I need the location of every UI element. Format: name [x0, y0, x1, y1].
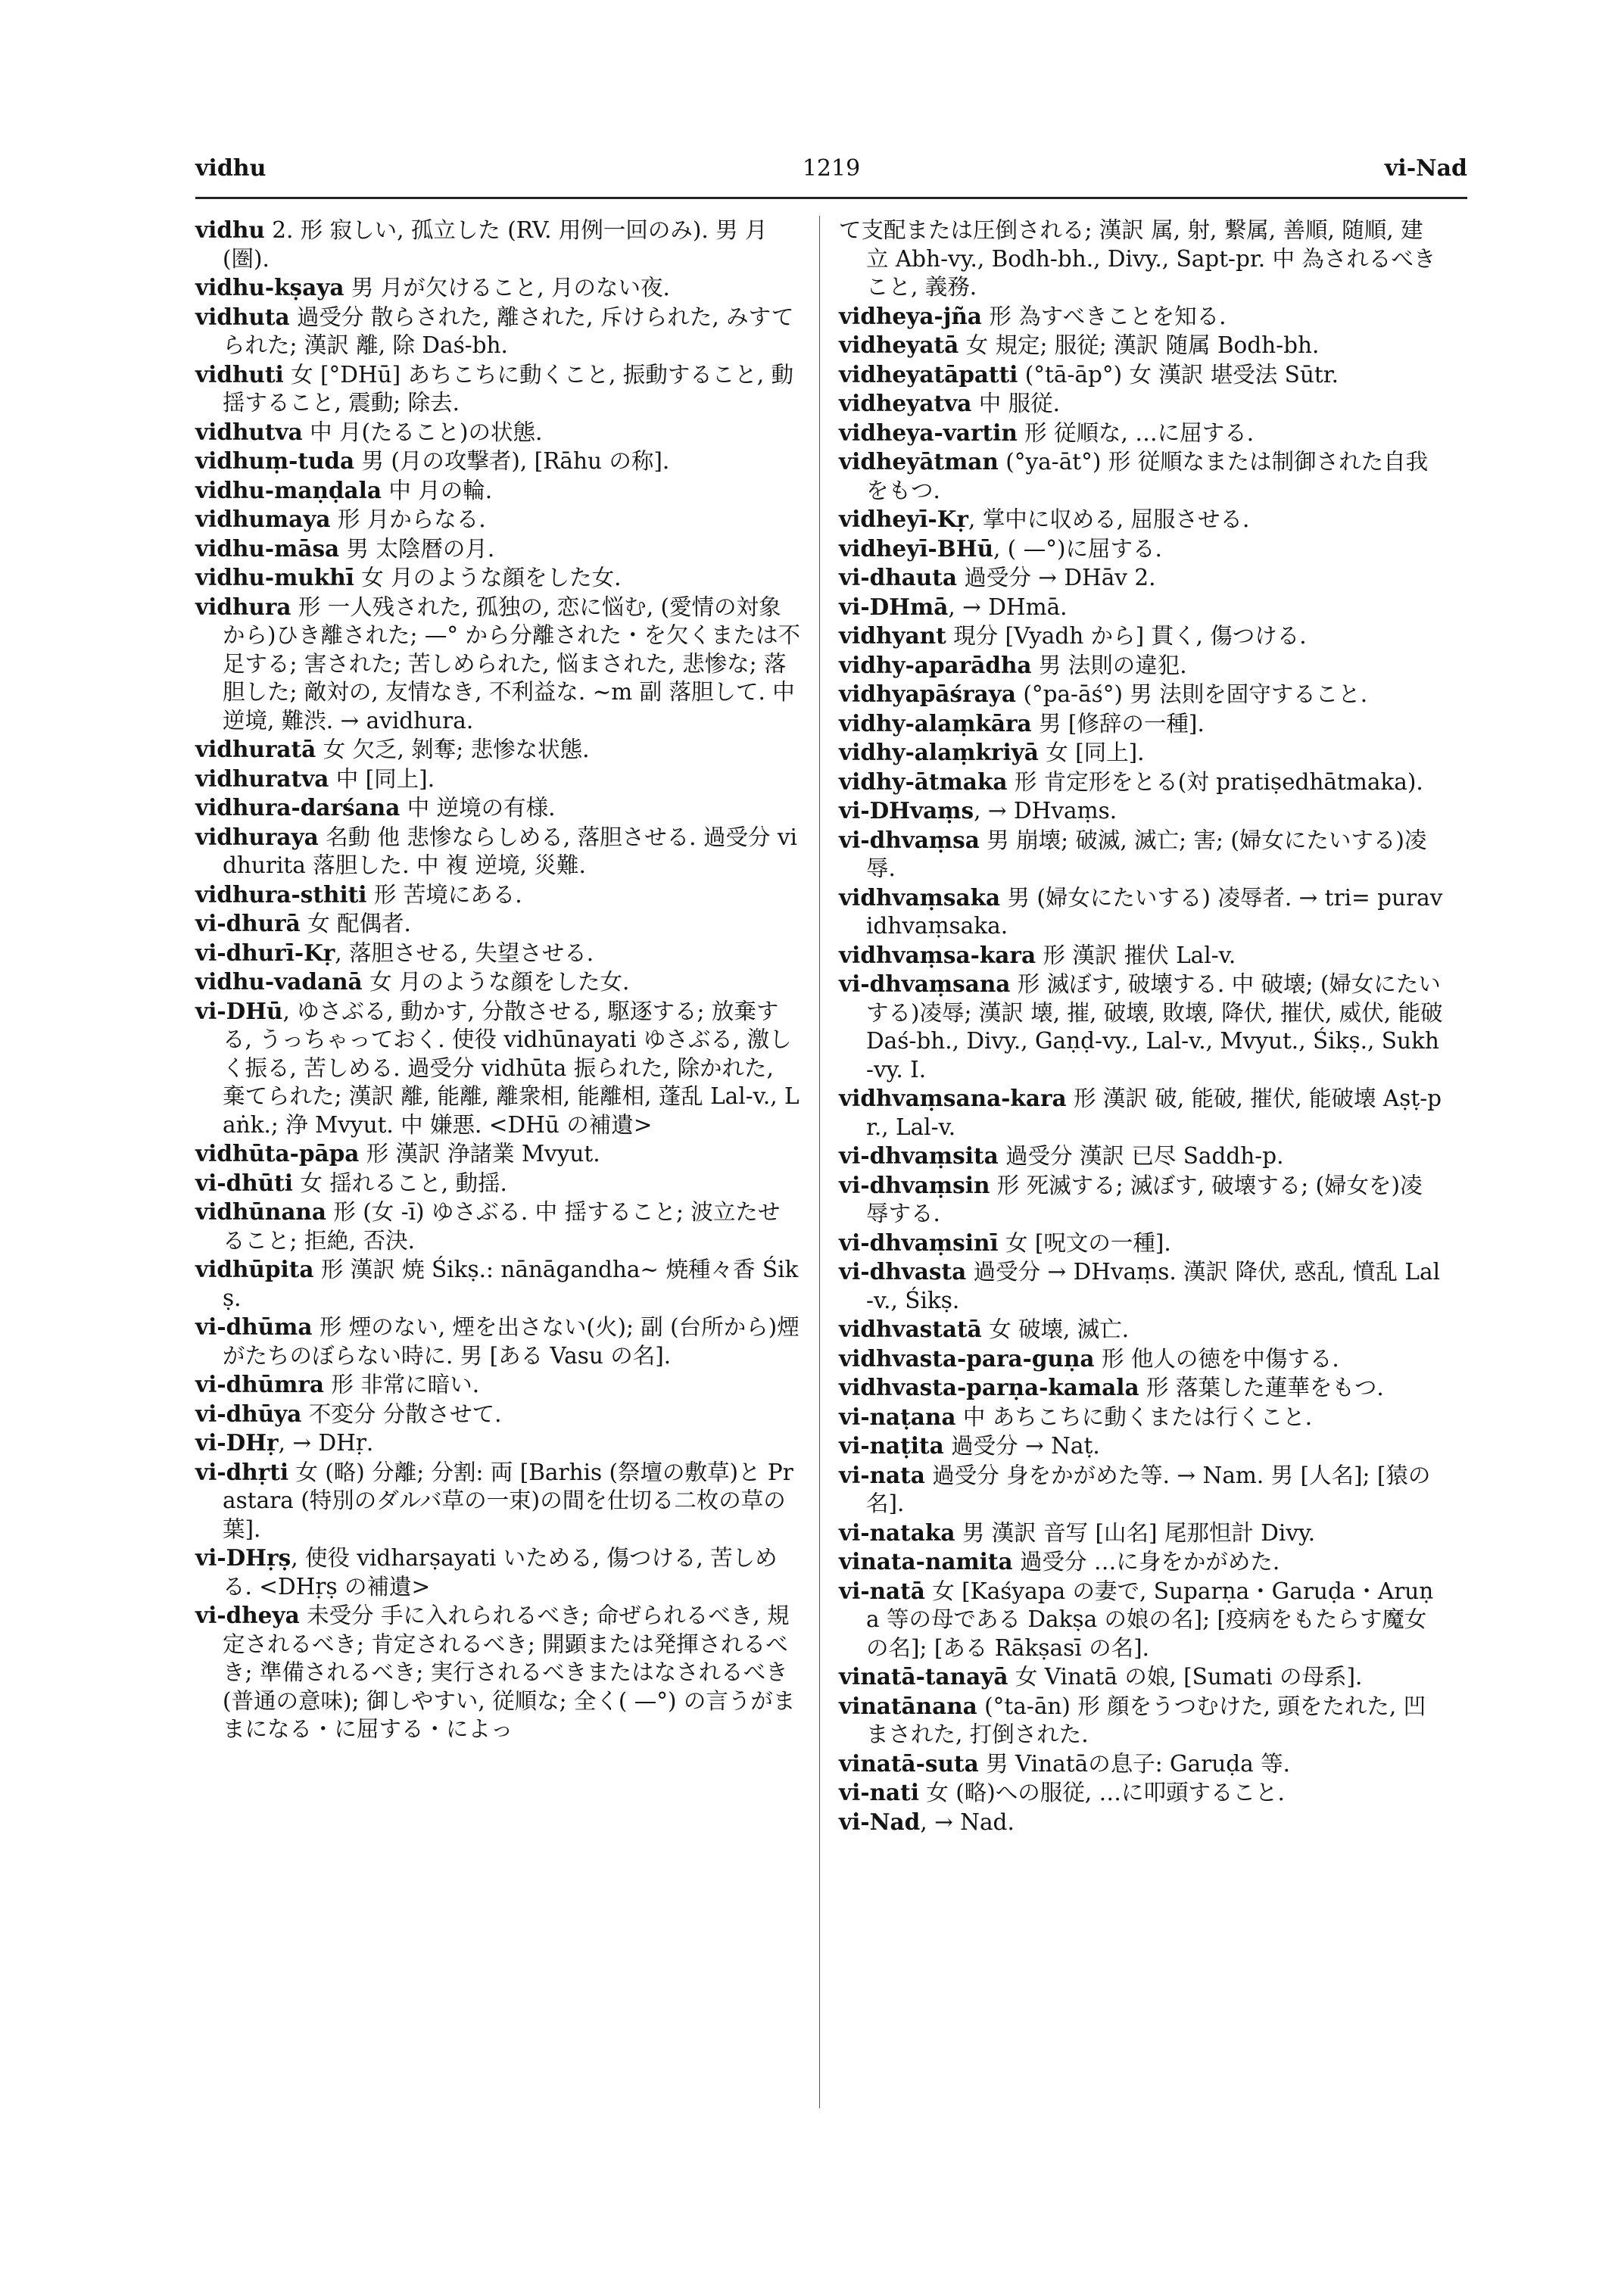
dictionary-entry — [195, 216, 801, 273]
entry-definition: 中 月(たること)の状態. — [302, 419, 543, 445]
dictionary-entry — [195, 735, 801, 765]
entry-definition: 形 漢訳 浄諸業 Mvyut. — [359, 1141, 600, 1167]
dictionary-entry — [195, 823, 801, 880]
entry-headword: vidhuraya — [195, 823, 319, 850]
dictionary-entry — [195, 909, 801, 939]
dictionary-entry — [839, 738, 1445, 768]
entry-headword: vidhuta — [195, 303, 290, 330]
entry-definition: 女 [Kaśyapa の妻で, Suparṇa・Garuḍa・Aruṇa 等の母である Dakṣa の娘の名]; [疫病をもたらす魔女の名]; [ある Rākṣasī の名]. — [866, 1578, 1434, 1661]
entry-definition: (°ya-āt°) 形 従順なまたは制御された自我をもつ. — [866, 449, 1429, 503]
entry-definition: 過受分 身をかがめた等. → Nam. 男 [人名]; [猿の名]. — [866, 1462, 1431, 1516]
entry-definition: 中 月の輪. — [381, 477, 493, 503]
entry-headword: vidhuratva — [195, 765, 329, 792]
entry-headword: vidheya-vartin — [839, 419, 1018, 446]
dictionary-entry — [839, 651, 1445, 681]
entry-headword: vidhvaṃsaka — [839, 883, 1001, 911]
entry-definition: 男 Vinatāの息子: Garuḍa 等. — [978, 1750, 1291, 1777]
entry-headword: vidheyī-BHū — [839, 534, 994, 562]
entry-headword: vidhura — [195, 593, 291, 620]
dictionary-entry — [195, 360, 801, 418]
entry-definition: 名動 他 悲惨ならしめる, 落胆させる. 過受分 vidhurita 落胆した. 中 複 逆境, 災難. — [223, 824, 797, 878]
entry-headword: vinatā-tanayā — [839, 1663, 1008, 1690]
dictionary-entry — [195, 303, 801, 360]
entry-definition: 過受分 → DHāv 2. — [956, 565, 1156, 590]
dictionary-entry — [839, 970, 1450, 1084]
entry-definition: 男 (月の攻撃者), [Rāhu の称]. — [354, 448, 670, 474]
dictionary-entry — [839, 1257, 1445, 1315]
entry-headword: vidhu-kṣaya — [195, 274, 344, 301]
entry-headword: vi-DHū — [195, 997, 283, 1024]
dictionary-entry — [195, 1255, 801, 1313]
entry-headword: vi-naṭita — [839, 1432, 944, 1459]
entry-definition: 現分 [Vyadh から] 貫く, 傷つける. — [946, 623, 1307, 649]
dictionary-entry — [195, 1544, 801, 1601]
dictionary-entry — [195, 273, 801, 303]
dictionary-entry — [839, 1142, 1445, 1171]
entry-headword: vidheyatva — [839, 390, 972, 416]
dictionary-entry — [839, 826, 1445, 883]
dictionary-entry — [839, 768, 1445, 797]
dictionary-entry — [839, 1171, 1445, 1229]
entry-definition: 未受分 手に入れられるべき; 命ぜられるべき, 規定されるべき; 肯定されるべき; 開顕または発揮されるべき; 準備されるべき; 実行されるべきまたはなされるべき (普通の意味); 御しやすい, 従順な; 全く( —°) の言うがままになる・に屈する・によっ — [223, 1603, 796, 1742]
dictionary-entry — [839, 1373, 1445, 1403]
entry-definition: 女 [同上]. — [1038, 740, 1145, 765]
entry-headword: vi-dhṛti — [195, 1458, 289, 1485]
entry-definition: 女 Vinatā の娘, [Sumati の母系]. — [1008, 1664, 1363, 1690]
dictionary-entry — [839, 709, 1445, 739]
entry-definition: 形 非常に暗い. — [324, 1372, 480, 1397]
dictionary-entry — [839, 680, 1445, 709]
dictionary-entry — [839, 1662, 1445, 1692]
entry-definition: 中 あちこちに動くまたは行くこと. — [955, 1404, 1313, 1430]
entry-headword: vidhvasta-para-guṇa — [839, 1344, 1095, 1372]
dictionary-entry — [839, 796, 1445, 826]
dictionary-entry — [195, 1370, 801, 1400]
entry-definition: 女 配偶者. — [300, 911, 411, 936]
entry-definition: 形 漢訳 破, 能破, 摧伏, 能破壊 Aṣṭ-pr., Lal-v. — [866, 1086, 1442, 1140]
entry-headword: vi-dhvaṃsinī — [839, 1229, 999, 1256]
dictionary-entry — [195, 1458, 801, 1544]
entry-definition: 形 月からなる. — [330, 506, 486, 532]
dictionary-entry — [195, 939, 801, 968]
dictionary-entry — [195, 418, 801, 447]
entry-definition: , 使役 vidharṣayati いためる, 傷つける, 苦しめる. <DHṛṣ の補遺> — [223, 1545, 778, 1600]
entry-headword: vidheya-jña — [839, 302, 982, 329]
entry-headword: vidhu — [195, 217, 265, 243]
entry-headword: vidhy-aparādha — [839, 651, 1032, 678]
entry-definition: , → DHmā. — [948, 594, 1068, 620]
entry-definition: 中 服従. — [971, 391, 1060, 416]
entry-headword: vi-dhvaṃsin — [839, 1171, 990, 1198]
entry-headword: vi-natā — [839, 1577, 925, 1604]
entry-definition: 女 (略) 分離; 分割: 両 [Barhis (祭壇の敷草)と Prastara (特別のダルバ草の一束)の間を仕切る二枚の草の葉]. — [223, 1459, 793, 1542]
entry-definition: 形 煙のない, 煙を出さない(火); 副 (台所から)煙がたちのぼらない時に. 男 [ある Vasu の名]. — [223, 1314, 800, 1369]
dictionary-entry — [839, 1547, 1445, 1577]
entry-headword: vinatā-suta — [839, 1749, 979, 1777]
entry-headword: vi-dhūmra — [195, 1371, 324, 1397]
left-column — [195, 216, 801, 1744]
entry-headword: vi-dhvasta — [839, 1258, 967, 1285]
entry-definition: 男 (婦女にたいする) 凌辱者. → tri= puravidhvaṃsaka. — [866, 884, 1443, 939]
dictionary-entry — [839, 419, 1445, 448]
entry-headword: vidhu-māsa — [195, 534, 340, 562]
entry-definition: 女 (略)への服従, …に叩頭すること. — [919, 1780, 1285, 1805]
dictionary-entry — [839, 1692, 1445, 1749]
dictionary-entry — [839, 1084, 1445, 1142]
dictionary-entry — [195, 1313, 801, 1370]
entry-headword: vi-nataka — [839, 1519, 955, 1546]
dictionary-entry — [195, 1428, 801, 1458]
dictionary-entry — [839, 593, 1445, 622]
entry-headword: vi-DHmā — [839, 593, 949, 620]
right-guide-word: vi-Nad — [1384, 155, 1467, 182]
entry-definition: , → DHvaṃs. — [974, 798, 1117, 824]
entry-definition: 形 為すべきことを知る. — [981, 303, 1227, 329]
entry-definition: 女 欠乏, 剝奪; 悲惨な状態. — [316, 737, 590, 762]
entry-headword: vi-dhūma — [195, 1313, 313, 1340]
entry-definition: 中 逆境の有様. — [400, 795, 556, 821]
entry-definition: 女 規定; 服従; 漢訳 随属 Bodh-bh. — [959, 332, 1320, 358]
entry-headword: vi-naṭana — [839, 1403, 956, 1430]
entry-headword: vidhuṃ-tuda — [195, 447, 355, 474]
dictionary-entry — [839, 1432, 1445, 1461]
entry-definition: 中 [同上]. — [329, 765, 435, 792]
page-header — [195, 155, 1467, 193]
entry-definition: 形 落葉した蓮華をもつ. — [1139, 1375, 1384, 1400]
left-guide-word: vidhu — [195, 155, 267, 182]
entry-definition: 過受分 漢訳 已尽 Saddh-p. — [998, 1143, 1284, 1169]
entry-definition: , ( —°)に屈する. — [993, 535, 1162, 562]
entry-headword: vinata-namita — [839, 1548, 1013, 1575]
entry-headword: vi-nata — [839, 1461, 925, 1488]
entry-headword: vi-dhūya — [195, 1400, 302, 1427]
entry-headword: vi-dhvaṃsana — [839, 970, 1011, 997]
entry-headword: vidhvaṃsana-kara — [839, 1085, 1067, 1111]
dictionary-entry — [839, 331, 1445, 360]
entry-definition: 形 死滅する; 滅ぼす, 破壊する; (婦女を)凌辱する. — [866, 1172, 1423, 1226]
entry-headword: vidhu-vadanā — [195, 968, 363, 995]
entry-definition: (°ta-ān) 形 顔をうつむけた, 頭をたれた, 凹まされた, 打倒された. — [866, 1693, 1426, 1747]
dictionary-entry — [839, 1577, 1445, 1663]
entry-headword: vi-dhūti — [195, 1169, 293, 1196]
entry-definition: 形 従順な, …に屈する. — [1017, 419, 1255, 446]
entry-definition: 形 滅ぼす, 破壊する. 中 破壊; (婦女にたいする)凌辱; 漢訳 壊, 摧, 破壊, 敗壊, 降伏, 摧伏, 威伏, 能破 Daś-bh., Divy., Gaṇḍ-vy., Lal-v., Mvyut., Śikṣ., Sukh-vy. I. — [866, 971, 1450, 1083]
entry-headword: vi-DHṛṣ — [195, 1544, 291, 1571]
entry-headword: vidheyatā — [839, 332, 959, 358]
entry-headword: vi-dheya — [195, 1602, 300, 1628]
dictionary-entry — [195, 447, 801, 476]
entry-definition: 形 他人の徳を中傷する. — [1094, 1345, 1339, 1372]
entry-definition: 過受分 → Naṭ. — [943, 1433, 1100, 1459]
dictionary-entry — [839, 389, 1445, 419]
right-column — [839, 216, 1450, 1837]
page-number: 1219 — [802, 155, 861, 182]
entry-headword: vidhvasta-parṇa-kamala — [839, 1374, 1139, 1400]
entry-definition: 女 揺れること, 動揺. — [292, 1170, 507, 1196]
entry-headword: vidhvastatā — [839, 1316, 982, 1342]
entry-definition: 過受分 …に身をかがめた. — [1012, 1549, 1280, 1575]
entry-headword: vidhu-mukhī — [195, 564, 354, 590]
dictionary-entry — [195, 505, 801, 534]
entry-definition: (°pa-āś°) 男 法則を固守すること. — [1015, 681, 1368, 707]
dictionary-entry — [839, 1778, 1445, 1808]
entry-headword: vi-DHvaṃs — [839, 797, 974, 824]
entry-headword: vidhuratā — [195, 736, 316, 762]
entry-definition: 女 月のような顔をした女. — [354, 565, 622, 590]
dictionary-entry — [839, 1344, 1445, 1374]
entry-definition: 男 [修辞の一種]. — [1031, 710, 1205, 737]
entry-definition: 形 (女 -ī) ゆさぶる. 中 揺すること; 波立たせること; 拒絶, 否決. — [223, 1199, 781, 1254]
entry-headword: vidhuti — [195, 360, 284, 388]
dictionary-entry — [839, 1403, 1445, 1432]
entry-headword: vidhūnana — [195, 1198, 326, 1225]
entry-definition: 男 漢訳 音写 [山名] 尾那怛計 Divy. — [955, 1519, 1316, 1546]
entry-headword: vi-dhurā — [195, 910, 301, 936]
entry-definition: 形 漢訳 焼 Śikṣ.: nānāgandha~ 焼種々香 Śikṣ. — [223, 1257, 799, 1311]
entry-headword: vi-dhauta — [839, 564, 957, 590]
entry-headword: vi-dhurī-Kṛ — [195, 939, 335, 966]
dictionary-entry — [839, 505, 1445, 534]
dictionary-entry — [839, 1315, 1445, 1344]
entry-headword: vidheyatāpatti — [839, 360, 1018, 388]
entry-definition: 形 肯定形をとる(対 pratiṣedhātmaka). — [1007, 768, 1423, 795]
entry-definition: 男 崩壊; 破滅, 滅亡; 害; (婦女にたいする)凌辱. — [866, 827, 1427, 881]
entry-definition: 女 月のような顔をした女. — [362, 969, 630, 995]
dictionary-entry — [195, 1400, 801, 1429]
entry-definition: , → Nad. — [920, 1809, 1015, 1835]
dictionary-entry — [195, 997, 801, 1140]
entry-definition: , 落胆させる, 失望させる. — [335, 939, 594, 966]
dictionary-entry — [195, 793, 801, 823]
entry-headword: vidhura-darśana — [195, 794, 401, 821]
entry-headword: vidhumaya — [195, 506, 331, 532]
dictionary-entry — [839, 1808, 1445, 1837]
entry-definition: 過受分 → DHvaṃs. 漢訳 降伏, 惑乱, 憤乱 Lal-v., Śikṣ. — [866, 1259, 1441, 1313]
entry-definition: (°tā-āp°) 女 漢訳 堪受法 Sūtr. — [1018, 361, 1339, 388]
entry-definition: 女 [呪文の一種]. — [998, 1229, 1171, 1256]
dictionary-entry — [195, 1198, 801, 1255]
entry-definition: 過受分 散らされた, 離された, 斥けられた, みすてられた; 漢訳 離, 除 Daś-bh. — [223, 304, 794, 358]
entry-headword: vidheyātman — [839, 448, 999, 475]
entry-definition: 不変分 分散させて. — [301, 1400, 502, 1427]
entry-headword: vinatānana — [839, 1692, 977, 1719]
entry-definition: 形 一人残された, 孤独の, 恋に悩む, (愛情の対象から)ひき離された; —° から分離された・を欠くまたは不足する; 害された; 苦しめられた, 悩まされた, 悲惨な; 落胆した; 敵対の, 友情なき, 不利益な. ~m 副 落胆して. 中 逆境, 難渋. → avidhura. — [223, 594, 803, 734]
entry-definition: 男 月が欠けること, 月のない夜. — [344, 275, 670, 301]
dictionary-entry — [839, 360, 1445, 390]
dictionary-entry — [839, 302, 1445, 332]
entry-headword: vidhutva — [195, 418, 303, 445]
entry-definition: , → DHṛ. — [278, 1430, 374, 1456]
dictionary-entry — [195, 1169, 801, 1198]
entry-headword: vidheyī-Kṛ — [839, 506, 968, 532]
entry-definition: て支配または圧倒される; 漢訳 属, 射, 繋属, 善順, 随順, 建立 Abh-vy., Bodh-bh., Divy., Sapt-pr. 中 為されるべきこと, 義務. — [839, 217, 1436, 300]
column-divider — [819, 216, 820, 2108]
entry-headword: vidhy-ātmaka — [839, 768, 1008, 795]
dictionary-entry — [839, 1749, 1445, 1779]
dictionary-entry — [839, 563, 1445, 593]
entry-headword: vidhura-sthiti — [195, 880, 367, 908]
header-rule — [195, 197, 1467, 199]
entry-headword: vidhu-maṇḍala — [195, 476, 382, 503]
entry-headword: vidhūta-pāpa — [195, 1140, 360, 1167]
dictionary-entry — [839, 941, 1445, 970]
dictionary-entry — [195, 593, 801, 736]
dictionary-entry — [839, 216, 1445, 302]
entry-definition: 2. 形 寂しい, 孤立した (RV. 用例一回のみ). 男 月 (圏). — [223, 217, 775, 272]
dictionary-entry — [195, 534, 801, 564]
entry-definition: 女 破壊, 滅亡. — [981, 1316, 1130, 1342]
entry-headword: vi-DHṛ — [195, 1429, 279, 1456]
dictionary-entry — [195, 1139, 801, 1169]
entry-definition: 形 漢訳 摧伏 Lal-v. — [1036, 942, 1236, 968]
entry-headword: vi-nati — [839, 1779, 919, 1805]
dictionary-entry — [839, 883, 1445, 941]
entry-headword: vidhyapāśraya — [839, 681, 1016, 707]
dictionary-entry — [195, 967, 801, 997]
entry-definition: , 掌中に収める, 屈服させる. — [968, 506, 1250, 532]
entry-definition: 男 法則の違犯. — [1031, 652, 1187, 678]
entry-headword: vidhy-alaṃkriyā — [839, 739, 1039, 765]
dictionary-entry — [839, 1519, 1445, 1548]
dictionary-entry — [195, 880, 801, 910]
entry-headword: vidhūpita — [195, 1256, 314, 1282]
dictionary-entry — [195, 476, 801, 506]
dictionary-entry — [195, 1601, 801, 1744]
entry-headword: vidhy-alaṃkāra — [839, 709, 1032, 737]
dictionary-entry — [839, 447, 1445, 505]
entry-headword: vidhvaṃsa-kara — [839, 941, 1036, 968]
entry-definition: 形 苦境にある. — [366, 881, 522, 908]
entry-definition: , ゆさぶる, 動かす, 分散させる, 駆逐する; 放棄する, うっちゃっておく. 使役 vidhūnayati ゆさぶる, 激しく振る, 苦しめる. 過受分 vidhūta 振られた, 除かれた, 棄てられた; 漢訳 離, 能離, 離衆相, 能離相, 蓬乱 Lal-v., Laṅk.; 浄 Mvyut. 中 嫌悪. <DHū の補遺> — [223, 998, 800, 1138]
dictionary-entry — [195, 563, 801, 593]
dictionary-entry — [195, 765, 801, 794]
entry-definition: 女 [°DHū] あちこちに動くこと, 振動すること, 動揺すること, 震動; 除去. — [223, 361, 794, 416]
entry-headword: vi-dhvaṃsita — [839, 1142, 999, 1169]
entry-headword: vi-dhvaṃsa — [839, 826, 980, 853]
dictionary-entry — [839, 534, 1445, 564]
entry-headword: vidhyant — [839, 622, 946, 649]
entry-definition: 男 太陰暦の月. — [339, 535, 495, 562]
dictionary-entry — [839, 622, 1445, 651]
entry-headword: vi-Nad — [839, 1808, 921, 1835]
dictionary-entry — [839, 1229, 1445, 1258]
dictionary-entry — [839, 1461, 1445, 1519]
